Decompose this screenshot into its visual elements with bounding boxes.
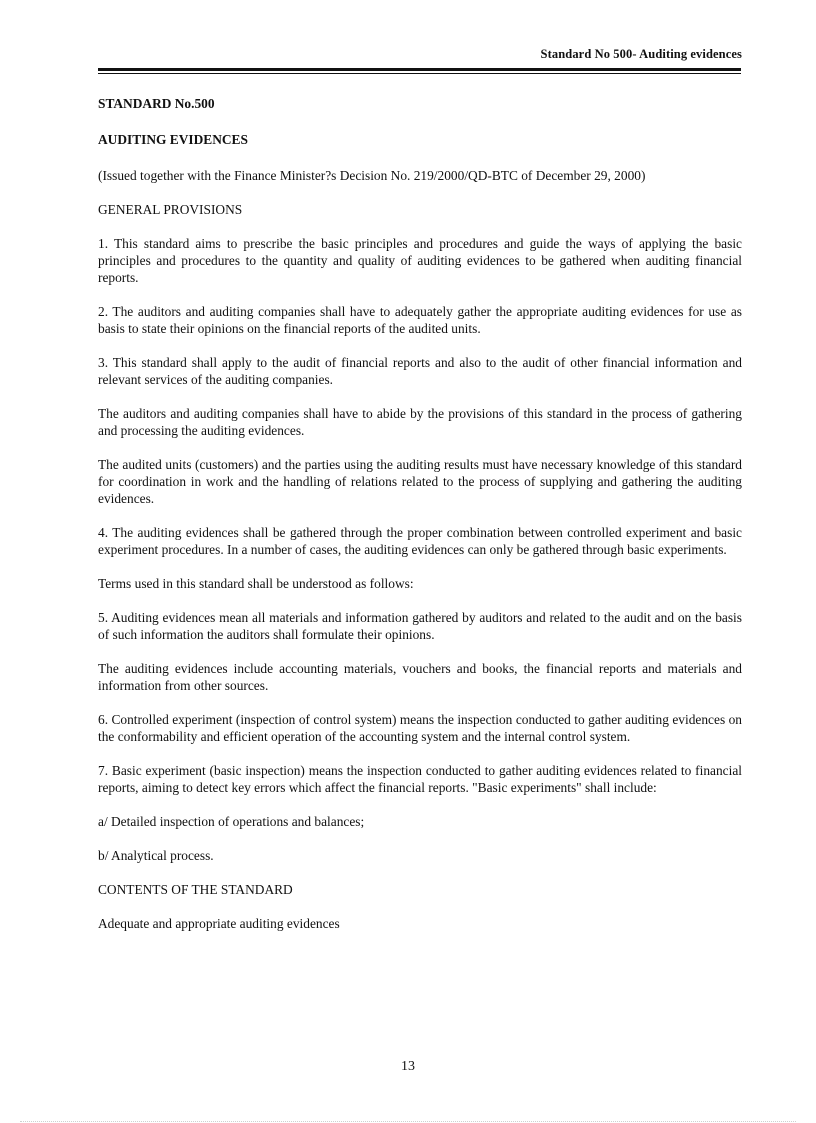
paragraph: 2. The auditors and auditing companies shall have to adequately gather the appropriate auditing evidences for use as basis to state their opinions on the financial reports of the audited units. — [98, 304, 742, 336]
paragraph: 3. This standard shall apply to the audit of financial reports and also to the audit of other financial information and relevant services of the auditing companies. — [98, 355, 742, 387]
paragraph: The audited units (customers) and the parties using the auditing results must have necessary knowledge of this standard for coordination in work and the handling of relations related to the process of supplying and gathering the auditing evidences. — [98, 457, 742, 506]
header-rule — [98, 68, 741, 71]
paragraph: 4. The auditing evidences shall be gathered through the proper combination between controlled experiment and basic experiment procedures. In a number of cases, the auditing evidences can only be gathered through basic experiments. — [98, 525, 742, 557]
header-rule-thin — [98, 73, 741, 74]
list-item: a/ Detailed inspection of operations and balances; — [98, 814, 365, 829]
paragraph: 5. Auditing evidences mean all materials and information gathered by auditors and related to the audit and on the basis of such information the auditors shall formulate their opinions. — [98, 610, 742, 642]
page-bottom-edge — [20, 1121, 796, 1122]
running-header: Standard No 500- Auditing evidences — [540, 47, 742, 61]
paragraph: Terms used in this standard shall be understood as follows: — [98, 576, 414, 591]
issued-note: (Issued together with the Finance Minister?s Decision No. 219/2000/QD-BTC of December 29, 2000) — [98, 168, 646, 183]
list-item: b/ Analytical process. — [98, 848, 214, 863]
section-heading-contents: CONTENTS OF THE STANDARD — [98, 882, 293, 897]
paragraph: 1. This standard aims to prescribe the basic principles and procedures and guide the ways of applying the basic principles and procedures to the quantity and quality of auditing evidences to be gathered when auditing financial reports. — [98, 236, 742, 285]
subsection-heading: Adequate and appropriate auditing evidences — [98, 916, 340, 931]
paragraph: 7. Basic experiment (basic inspection) means the inspection conducted to gather auditing evidences related to financial reports, aiming to detect key errors which affect the financial reports. "Basic experiments" shall include: — [98, 763, 742, 795]
standard-title: AUDITING EVIDENCES — [98, 132, 248, 147]
paragraph: The auditors and auditing companies shall have to abide by the provisions of this standard in the process of gathering and processing the auditing evidences. — [98, 406, 742, 438]
paragraph: 6. Controlled experiment (inspection of control system) means the inspection conducted to gather auditing evidences on the conformability and efficient operation of the accounting system and the internal control system. — [98, 712, 742, 744]
document-body — [98, 95, 742, 949]
section-heading-general: GENERAL PROVISIONS — [98, 202, 243, 217]
page-number: 13 — [401, 1059, 415, 1074]
paragraph: The auditing evidences include accounting materials, vouchers and books, the financial reports and materials and information from other sources. — [98, 661, 742, 693]
standard-number: STANDARD No.500 — [98, 96, 215, 111]
